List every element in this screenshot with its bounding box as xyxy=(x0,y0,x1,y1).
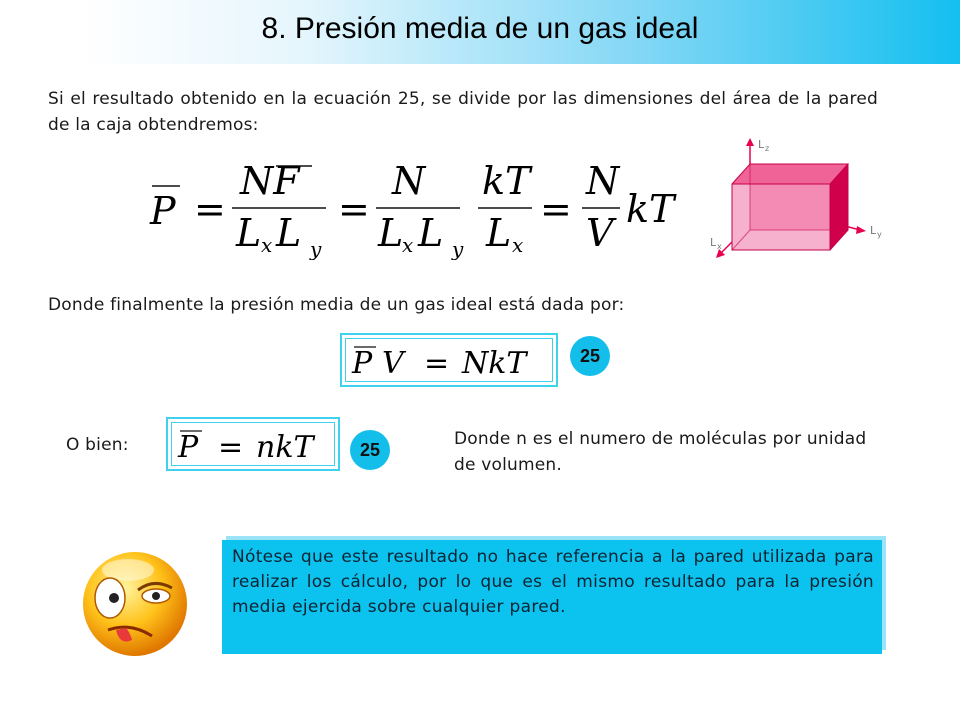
frac4-numerator: N xyxy=(586,159,620,203)
frac2-den-a: L xyxy=(378,211,404,255)
axis-y-label: L xyxy=(870,224,877,237)
eq-sign-2: = xyxy=(338,187,370,231)
frac2-den-b: L xyxy=(418,211,444,255)
axis-z-sub: z xyxy=(765,144,770,153)
pv-v: V xyxy=(382,346,404,381)
page-title: 8. Presión media de un gas ideal xyxy=(261,12,699,45)
main-equation xyxy=(140,150,700,260)
frac2-den-a-sub: x xyxy=(402,233,414,257)
eq-tail: kT xyxy=(626,187,675,231)
eq-sign-1: = xyxy=(194,187,226,231)
smiley-face-icon xyxy=(80,548,190,658)
pv-equation xyxy=(346,337,550,381)
axis-x-sub: x xyxy=(717,242,722,251)
frac2-numerator: N xyxy=(392,159,426,203)
pn-eq: = xyxy=(218,430,244,465)
conclusion-paragraph: Donde finalmente la presión media de un gas ideal está dada por: xyxy=(48,295,625,315)
eq-sign-3: = xyxy=(540,187,572,231)
pv-eq: = xyxy=(424,346,450,381)
pn-p: P xyxy=(178,430,199,465)
equation-badge-pv: 25 xyxy=(570,336,610,376)
pv-rhs: NkT xyxy=(462,346,527,381)
frac4-den: V xyxy=(586,211,614,255)
pn-equation xyxy=(172,421,332,465)
frac2-den-b-sub: y xyxy=(452,237,464,260)
axis-x-label: L xyxy=(710,236,717,249)
pv-p: P xyxy=(352,346,373,381)
frac1-den-b-sub: y xyxy=(310,237,322,260)
frac1-den-b: L xyxy=(276,211,302,255)
frac3-den: L xyxy=(486,211,512,255)
axis-z-label: L xyxy=(758,138,765,151)
pn-rhs: nkT xyxy=(256,430,314,465)
callout-text: Nótese que este resultado no hace referencia a la pared utilizada para realizar los cálculo, por lo que es el mismo resultado para la presión media ejercida sobre cualquier pared. xyxy=(232,547,874,617)
n-definition-note: Donde n es el numero de moléculas por unidad de volumen. xyxy=(454,429,867,475)
axis-y-sub: y xyxy=(877,230,882,239)
frac1-numerator: NF xyxy=(240,159,300,203)
alt-label: O bien: xyxy=(66,435,129,455)
eq-lhs: P xyxy=(150,189,176,233)
frac1-den-a: L xyxy=(236,211,262,255)
frac3-den-sub: x xyxy=(512,233,524,257)
frac1-den-a-sub: x xyxy=(261,233,273,257)
box-diagram xyxy=(700,134,890,266)
intro-paragraph: Si el resultado obtenido en la ecuación 25, se divide por las dimensiones del área de la pared de la caja obtendremos: xyxy=(48,89,878,135)
frac3-numerator: kT xyxy=(482,159,531,203)
equation-badge-pn: 25 xyxy=(350,430,390,470)
